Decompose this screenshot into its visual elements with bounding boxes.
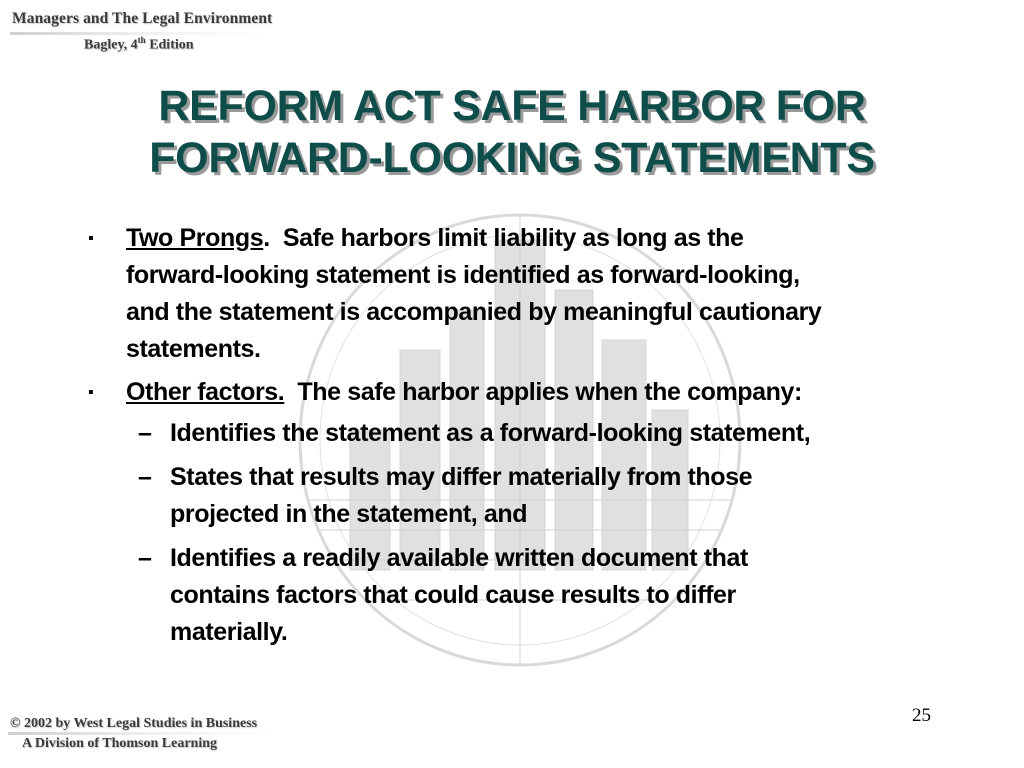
sub-item-written-document	[86, 540, 966, 651]
dash-bullet-icon: –	[138, 463, 152, 491]
bullet-two-prongs	[86, 220, 966, 368]
author-name: Bagley,	[84, 37, 128, 53]
publisher-footer-badge	[6, 712, 286, 762]
bullet-line: Safe harbors limit liability as long as the	[269, 224, 744, 252]
edition-suffix: th	[137, 35, 146, 45]
dash-bullet-icon: –	[138, 419, 152, 447]
edition-number: 4	[130, 37, 138, 53]
bullet-line: statements.	[126, 335, 261, 363]
division-line: A Division of Thomson Learning	[22, 736, 218, 751]
copyright-line: © 2002 by West Legal Studies in Business	[10, 716, 258, 731]
page-number: 25	[912, 705, 931, 726]
slide-title	[40, 80, 984, 184]
bullet-other-factors	[86, 374, 966, 411]
footer-divider	[8, 732, 278, 735]
bullet-line: The safe harbor applies when the company:	[284, 378, 802, 406]
sub-item-line: States that results may differ materially from those	[170, 463, 753, 491]
bullet-line: and the statement is accompanied by meaningful cautionary	[126, 298, 822, 326]
sub-item-identifies-statement	[86, 415, 966, 452]
bullet-heading: Two Prongs	[126, 224, 264, 252]
course-title: Managers and The Legal Environment	[12, 10, 273, 27]
sub-item-line: Identifies the statement as a forward-looking statement,	[170, 419, 811, 447]
title-line-1: REFORM ACT SAFE HARBOR FOR	[158, 82, 866, 130]
bullet-text	[126, 374, 966, 411]
course-header-badge	[6, 2, 273, 58]
title-line-2: FORWARD-LOOKING STATEMENTS	[149, 134, 875, 182]
square-bullet-icon: ▪	[88, 384, 94, 401]
sub-item-text	[170, 415, 966, 452]
bullet-line: forward-looking statement is identified as forward-looking,	[126, 261, 800, 289]
sub-item-results-may-differ	[86, 459, 966, 533]
edition-line	[84, 35, 194, 54]
sub-item-line: materially.	[170, 618, 288, 646]
bullet-heading: Other factors.	[126, 378, 285, 406]
sub-item-text	[170, 459, 966, 533]
sub-item-text	[170, 540, 966, 651]
sub-item-line: Identifies a readily available written document that	[170, 544, 748, 572]
dash-bullet-icon: –	[138, 544, 152, 572]
sub-item-line: contains factors that could cause results to differ	[170, 581, 736, 609]
sub-item-line: projected in the statement, and	[170, 500, 528, 528]
square-bullet-icon: ▪	[88, 230, 94, 247]
bullet-heading-trail: .	[263, 224, 270, 252]
bullet-text	[126, 220, 966, 368]
slide-body	[86, 220, 966, 658]
edition-word: Edition	[149, 37, 194, 53]
